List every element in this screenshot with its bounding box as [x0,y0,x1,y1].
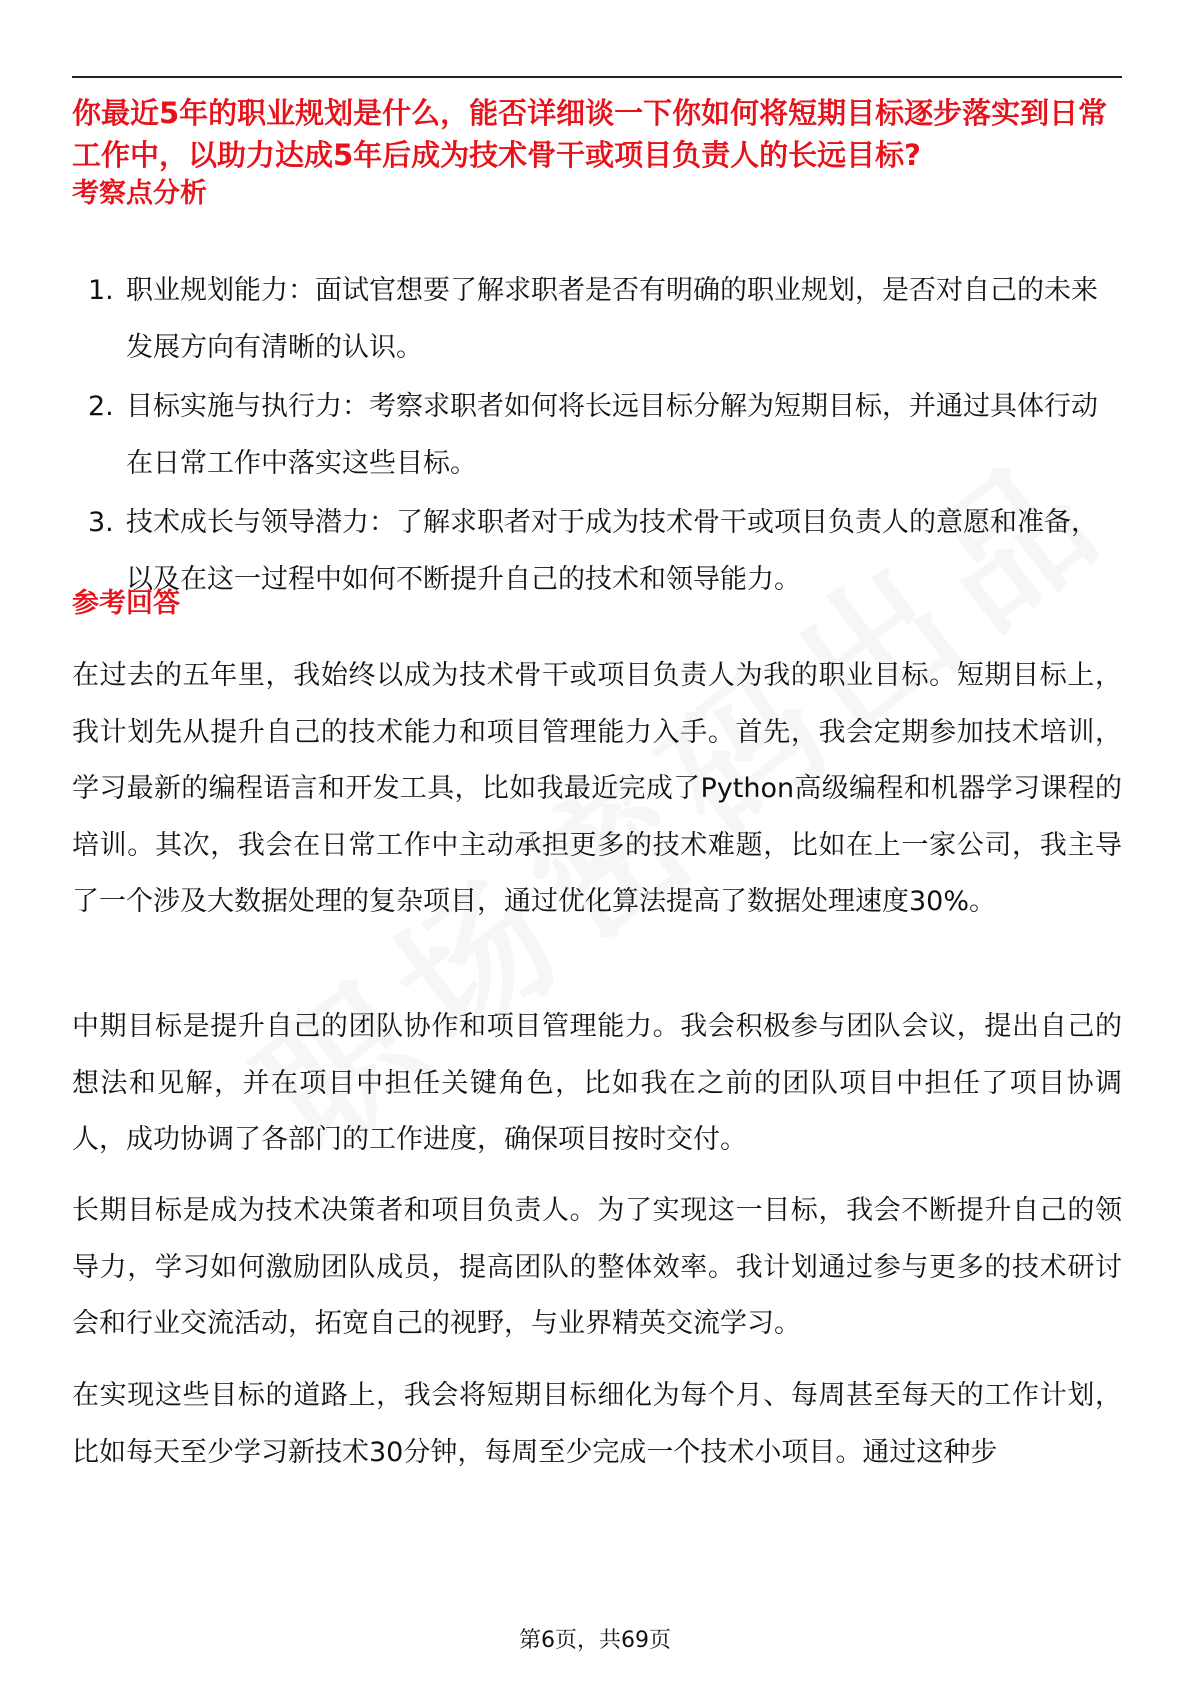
list-item [72,494,1122,608]
answer-paragraph: 在实现这些目标的道路上，我会将短期目标细化为每个月、每周甚至每天的工作计划，比如每天至少学习新技术30分钟，每周至少完成一个技术小项目。通过这种步 [72,1380,1122,1468]
question-title: 你最近5年的职业规划是什么，能否详细谈一下你如何将短期目标逐步落实到日常工作中，以助力达成5年后成为技术骨干或项目负责人的长远目标? [72,96,1108,172]
answer-paragraph: 中期目标是提升自己的团队协作和项目管理能力。我会积极参与团队会议，提出自己的想法和见解，并在项目中担任关键角色，比如我在之前的团队项目中担任了项目协调人，成功协调了各部门的工作进度，确保项目按时交付。 [72,1011,1122,1155]
list-item [72,378,1122,492]
list-item-text: 目标实施与执行力：考察求职者如何将长远目标分解为短期目标，并通过具体行动在日常工作中落实这些目标。 [126,391,1098,479]
top-divider [72,76,1122,78]
list-item-number: 3. [88,507,114,538]
analysis-list [72,262,1122,610]
answer-paragraph: 在过去的五年里，我始终以成为技术骨干或项目负责人为我的职业目标。短期目标上，我计划先从提升自己的技术能力和项目管理能力入手。首先，我会定期参加技术培训，学习最新的编程语言和开发工具，比如我最近完成了Python高级编程和机器学习课程的培训。其次，我会在日常工作中主动承担更多的技术难题，比如在上一家公司，我主导了一个涉及大数据处理的复杂项目，通过优化算法提高了数据处理速度30%。 [72,660,1122,917]
list-item [72,262,1122,376]
analysis-heading: 考察点分析 [72,178,207,209]
list-item-text: 职业规划能力：面试官想要了解求职者是否有明确的职业规划，是否对自己的未来发展方向有清晰的认识。 [126,275,1098,363]
answer-heading: 参考回答 [72,588,180,619]
answer-paragraph: 长期目标是成为技术决策者和项目负责人。为了实现这一目标，我会不断提升自己的领导力，学习如何激励团队成员，提高团队的整体效率。我计划通过参与更多的技术研讨会和行业交流活动，拓宽自己的视野，与业界精英交流学习。 [72,1195,1122,1339]
page-number: 第6页，共69页 [519,1628,671,1653]
list-item-number: 2. [88,391,114,422]
list-item-text: 技术成长与领导潜力：了解求职者对于成为技术骨干或项目负责人的意愿和准备，以及在这一过程中如何不断提升自己的技术和领导能力。 [126,507,1098,595]
list-item-number: 1. [88,275,114,306]
